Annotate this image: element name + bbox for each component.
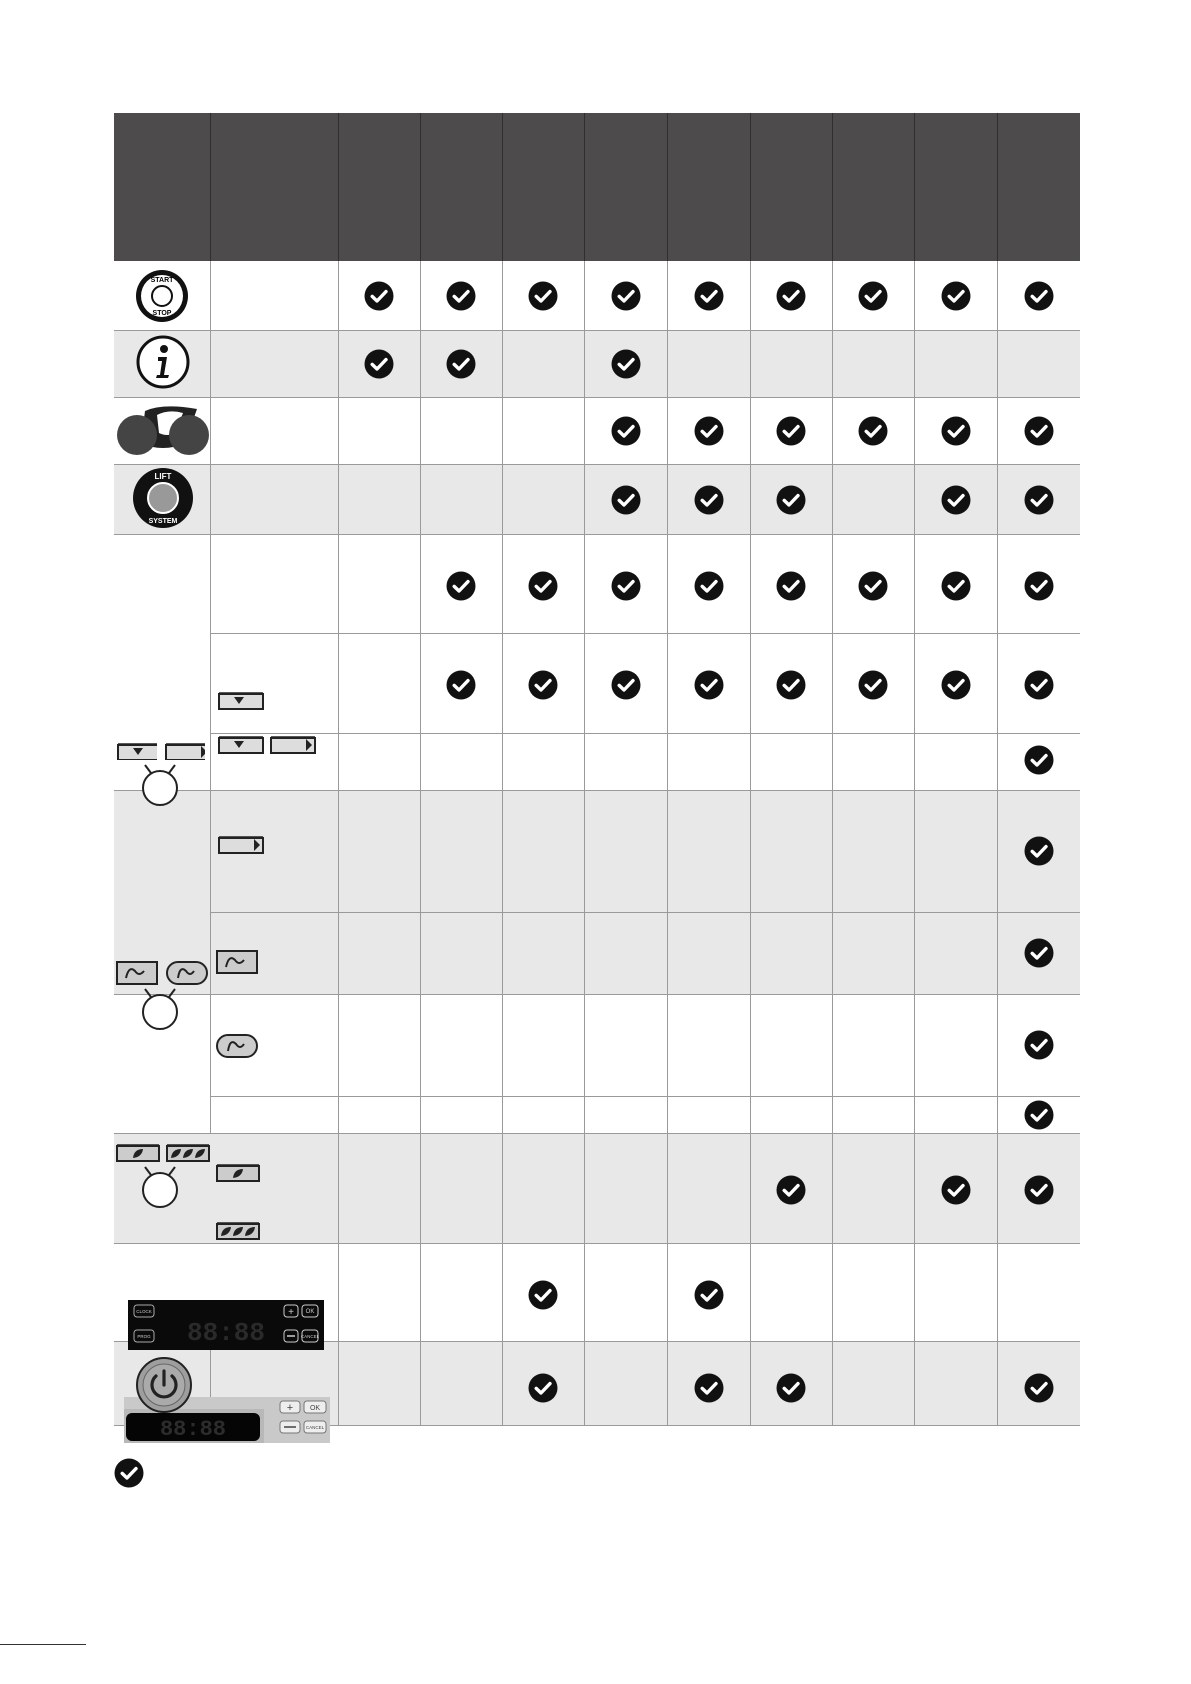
check-circle-icon [941, 416, 971, 446]
check-circle-icon [858, 416, 888, 446]
check-circle-icon [528, 281, 558, 311]
cleaning-mode-icon-b-key [166, 961, 208, 985]
power-button-icon [136, 1357, 192, 1413]
check-circle-icon [364, 349, 394, 379]
check-circle-icon [446, 571, 476, 601]
floor-key-icon [218, 689, 266, 711]
compatibility-table [114, 113, 1080, 1442]
footer-rule [0, 1644, 86, 1645]
check-circle-icon [776, 571, 806, 601]
check-circle-icon [941, 281, 971, 311]
check-circle-icon [776, 670, 806, 700]
table-row [114, 1096, 1080, 1133]
svg-text:+: + [286, 1402, 294, 1414]
check-circle-icon [858, 281, 888, 311]
check-circle-icon [694, 1280, 724, 1310]
table-header [114, 113, 1080, 261]
floor-key-icon [218, 733, 266, 755]
check-circle-icon [1024, 485, 1054, 515]
check-circle-icon [611, 485, 641, 515]
check-circle-icon [1024, 836, 1054, 866]
info-icon [136, 335, 190, 389]
svg-text:CLOCK: CLOCK [136, 1309, 152, 1314]
check-circle-icon [446, 281, 476, 311]
check-circle-icon [1024, 416, 1054, 446]
svg-text:STOP: STOP [152, 310, 172, 317]
table-row [114, 261, 1080, 330]
selector-dial-icon [139, 1163, 181, 1209]
check-circle-icon [1024, 1373, 1054, 1403]
intensity-one-key-icon [216, 1161, 260, 1183]
check-circle-icon [941, 1175, 971, 1205]
check-circle-icon [1024, 1175, 1054, 1205]
check-circle-icon [776, 281, 806, 311]
check-circle-icon [694, 571, 724, 601]
check-circle-icon [1024, 745, 1054, 775]
check-circle-icon [941, 571, 971, 601]
check-circle-icon [776, 1175, 806, 1205]
check-circle-icon [1024, 1100, 1054, 1130]
check-circle-icon [1024, 281, 1054, 311]
svg-text:+: + [288, 1307, 294, 1318]
check-circle-icon [694, 485, 724, 515]
table-row [114, 534, 1080, 633]
svg-text:SYSTEM: SYSTEM [148, 518, 178, 525]
check-circle-icon [1024, 1030, 1054, 1060]
cleaning-cycle-icon-walls-key [165, 740, 205, 760]
check-circle-icon [528, 571, 558, 601]
pool-robot-icon [117, 401, 209, 461]
check-circle-icon [611, 670, 641, 700]
check-circle-icon [776, 1373, 806, 1403]
cleaning-mode-icon-a-key [116, 961, 158, 985]
check-circle-icon [1024, 571, 1054, 601]
svg-text:PROG: PROG [137, 1334, 151, 1339]
lift-system-button-icon [132, 467, 194, 529]
selector-dial-icon [139, 761, 181, 807]
digital-display-black-icon [128, 1300, 324, 1350]
check-circle-icon [611, 416, 641, 446]
check-circle-icon [528, 1373, 558, 1403]
svg-text:OK: OK [305, 1309, 315, 1315]
check-circle-icon [528, 1280, 558, 1310]
check-circle-icon [1024, 670, 1054, 700]
table-row [114, 912, 1080, 994]
svg-text:CANCEL: CANCEL [300, 1334, 320, 1339]
check-circle-icon [364, 281, 394, 311]
table-row [114, 994, 1080, 1096]
check-circle-icon [858, 571, 888, 601]
check-circle-icon [1024, 938, 1054, 968]
table-row [114, 397, 1080, 464]
svg-text:OK: OK [309, 1405, 321, 1412]
svg-text:88:88: 88:88 [186, 1318, 266, 1348]
check-circle-icon [611, 281, 641, 311]
check-circle-icon [611, 349, 641, 379]
check-circle-icon [941, 670, 971, 700]
check-circle-icon [694, 1373, 724, 1403]
check-circle-icon [858, 670, 888, 700]
check-circle-icon [611, 571, 641, 601]
mode-b-key-icon [216, 1034, 258, 1058]
cleaning-cycle-icon-floor-key [117, 740, 157, 760]
table-row [114, 464, 1080, 534]
check-circle-icon [941, 485, 971, 515]
selector-dial-icon [139, 985, 181, 1031]
check-circle-icon [114, 1458, 144, 1488]
table-row [114, 330, 1080, 397]
check-circle-icon [694, 670, 724, 700]
cleaning-intensity-icon-one-key [116, 1141, 160, 1163]
walls-key-icon [270, 733, 318, 755]
svg-text:LIFT: LIFT [154, 472, 172, 481]
start-stop-button-icon [135, 269, 189, 323]
walls-key-icon [218, 833, 266, 855]
table-row [114, 633, 1080, 733]
check-circle-icon [446, 670, 476, 700]
svg-text:START: START [150, 277, 174, 284]
cleaning-intensity-icon-three-key [166, 1141, 210, 1163]
check-circle-icon [528, 670, 558, 700]
svg-text:88:88: 88:88 [159, 1417, 227, 1442]
mode-a-key-icon [216, 950, 258, 974]
check-circle-icon [776, 416, 806, 446]
svg-text:CANCEL: CANCEL [305, 1425, 325, 1430]
check-circle-icon [694, 416, 724, 446]
check-circle-icon [776, 485, 806, 515]
check-circle-icon [694, 281, 724, 311]
intensity-three-key-icon [216, 1219, 260, 1241]
check-circle-icon [446, 349, 476, 379]
